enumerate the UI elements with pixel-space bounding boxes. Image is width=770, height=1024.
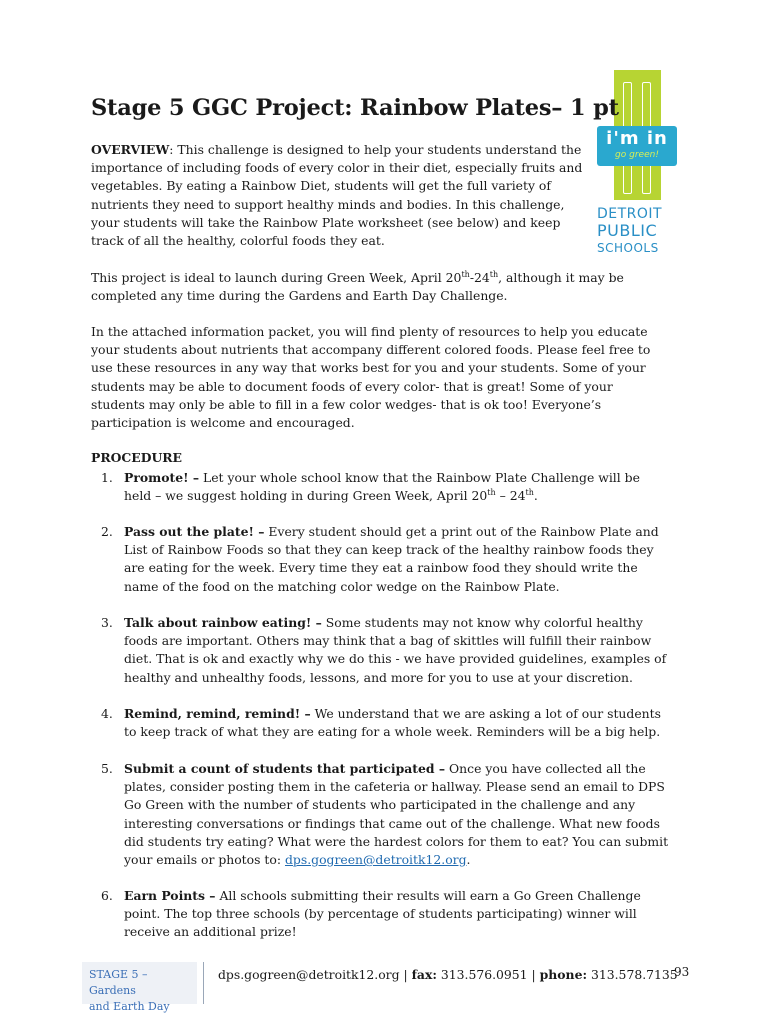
footer-fax: 313.576.0951 | xyxy=(436,967,540,982)
item-body-end: . xyxy=(533,488,538,504)
page-title: Stage 5 GGC Project: Rainbow Plates– 1 pt xyxy=(91,95,619,121)
item-number: 2. xyxy=(101,524,113,539)
item-bold: Talk about rainbow eating! – xyxy=(124,615,322,630)
green-week-text-1: This project is ideal to launch during Green Week, April 20 xyxy=(91,270,462,285)
footer-stage-box xyxy=(82,962,197,1013)
footer-phone-label: phone: xyxy=(539,967,588,982)
sup-th: th xyxy=(487,488,496,498)
green-week-paragraph xyxy=(91,269,651,305)
resources-paragraph: In the attached information packet, you will find plenty of resources to help you educate your students about nutrients that accompany different colored foods. Please feel free to use these resources in any way that works best for you and your students. Some of your students may be able to document foods of every color- that is great! Some of your students may only be able to fill in a few color wedges- that is ok too! Everyone’s participation is welcome and encouraged. xyxy=(91,324,651,431)
logo-detroit: DETROIT xyxy=(597,206,663,222)
footer-email: dps.gogreen@detroitk12.org | xyxy=(218,967,412,982)
footer-divider xyxy=(203,962,204,1004)
item-text xyxy=(124,614,669,687)
item-text xyxy=(124,887,669,942)
logo-gogreen-text: go green! xyxy=(615,150,659,160)
footer-stage-label xyxy=(89,967,197,1015)
footer-fax-label: fax: xyxy=(411,967,437,982)
item-body: Let your whole school know that the Rainbow Plate Challenge will be held – we suggest holding in during Green Week, April 20 xyxy=(124,470,640,504)
email-link[interactable]: dps.gogreen@detroitk12.org xyxy=(284,852,467,868)
sup-th-1: th xyxy=(461,269,470,279)
green-week-text-2: -24 xyxy=(469,270,490,285)
item-bold: Pass out the plate! – xyxy=(124,524,265,539)
item-body: All schools submitting their results will earn a Go Green Challenge point. The top three schools (by percentage of students participating) winner will receive an additional prize! xyxy=(124,888,641,940)
procedure-heading: PROCEDURE xyxy=(91,450,183,465)
footer-contact xyxy=(218,967,678,982)
item-bold: Submit a count of students that participated – xyxy=(124,761,446,776)
item-body: We understand that we are asking a lot of our students to keep track of what they are eating for a whole week. Reminders will be a big help. xyxy=(124,706,661,740)
item-number: 1. xyxy=(101,470,113,485)
item-number: 5. xyxy=(101,761,113,776)
sup-th-2: th xyxy=(489,269,499,279)
logo-dps-text xyxy=(597,207,677,254)
item-body: Some students may not know why colorful healthy foods are important. Others may think that a bag of skittles will fulfill their rainbow diet. That is ok and exactly why we do this - we have provided guidelines, examples of healthy and unhealthy foods, lessons, and more for you to use at your discretion. xyxy=(124,615,667,685)
item-text xyxy=(124,705,669,741)
item-body-end: . xyxy=(466,852,471,868)
sup-th: th xyxy=(525,488,534,498)
overview-paragraph xyxy=(91,141,591,250)
logo-schools: SCHOOLS xyxy=(597,241,659,255)
item-number: 3. xyxy=(101,615,113,630)
item-number: 6. xyxy=(101,888,113,903)
item-text xyxy=(124,760,669,869)
overview-label: OVERVIEW xyxy=(91,142,170,157)
footer-phone: 313.578.7135 xyxy=(587,967,678,982)
item-text xyxy=(124,523,669,596)
logo-public: PUBLIC xyxy=(597,221,658,240)
item-bold: Earn Points – xyxy=(124,888,216,903)
footer-stage-line-2: and Earth Day xyxy=(89,1000,170,1013)
overview-text: : This challenge is designed to help your students understand the importance of including foods of every color in their diet, especially fruits and vegetables. By eating a Rainbow Diet, students will get the full variety of nutrients they need to support healthy minds and bodies. In this challenge, your students will take the Rainbow Plate worksheet (see below) and keep track of all the healthy, colorful foods they eat. xyxy=(91,142,583,249)
item-bold: Promote! – xyxy=(124,470,200,485)
item-body-mid: – 24 xyxy=(495,488,526,504)
page-number: 93 xyxy=(674,965,690,979)
item-number: 4. xyxy=(101,706,113,721)
item-bold: Remind, remind, remind! – xyxy=(124,706,311,721)
logo-imin-text: i'm in xyxy=(606,128,668,149)
footer-stage-line-1: STAGE 5 – Gardens xyxy=(89,968,148,997)
item-body: Once you have collected all the plates, consider posting them in the cafeteria or hallway. Please send an email to DPS Go Green with the number of students who participated in the challenge and any interesting conversations or findings that came out of the challenge. What new foods did students try eating? What were the hardest colors for them to eat? You can submit your emails or photos to: xyxy=(124,761,669,868)
item-text xyxy=(124,469,669,505)
item-body: Every student should get a print out of the Rainbow Plate and List of Rainbow Foods so that they can keep track of the healthy rainbow foods they are eating for the week. Every time they eat a rainbow food they should write the name of the food on the matching color wedge on the Rainbow Plate. xyxy=(124,524,659,594)
green-week-text-3: , although it may be completed any time during the Gardens and Earth Day Challenge. xyxy=(91,270,624,304)
